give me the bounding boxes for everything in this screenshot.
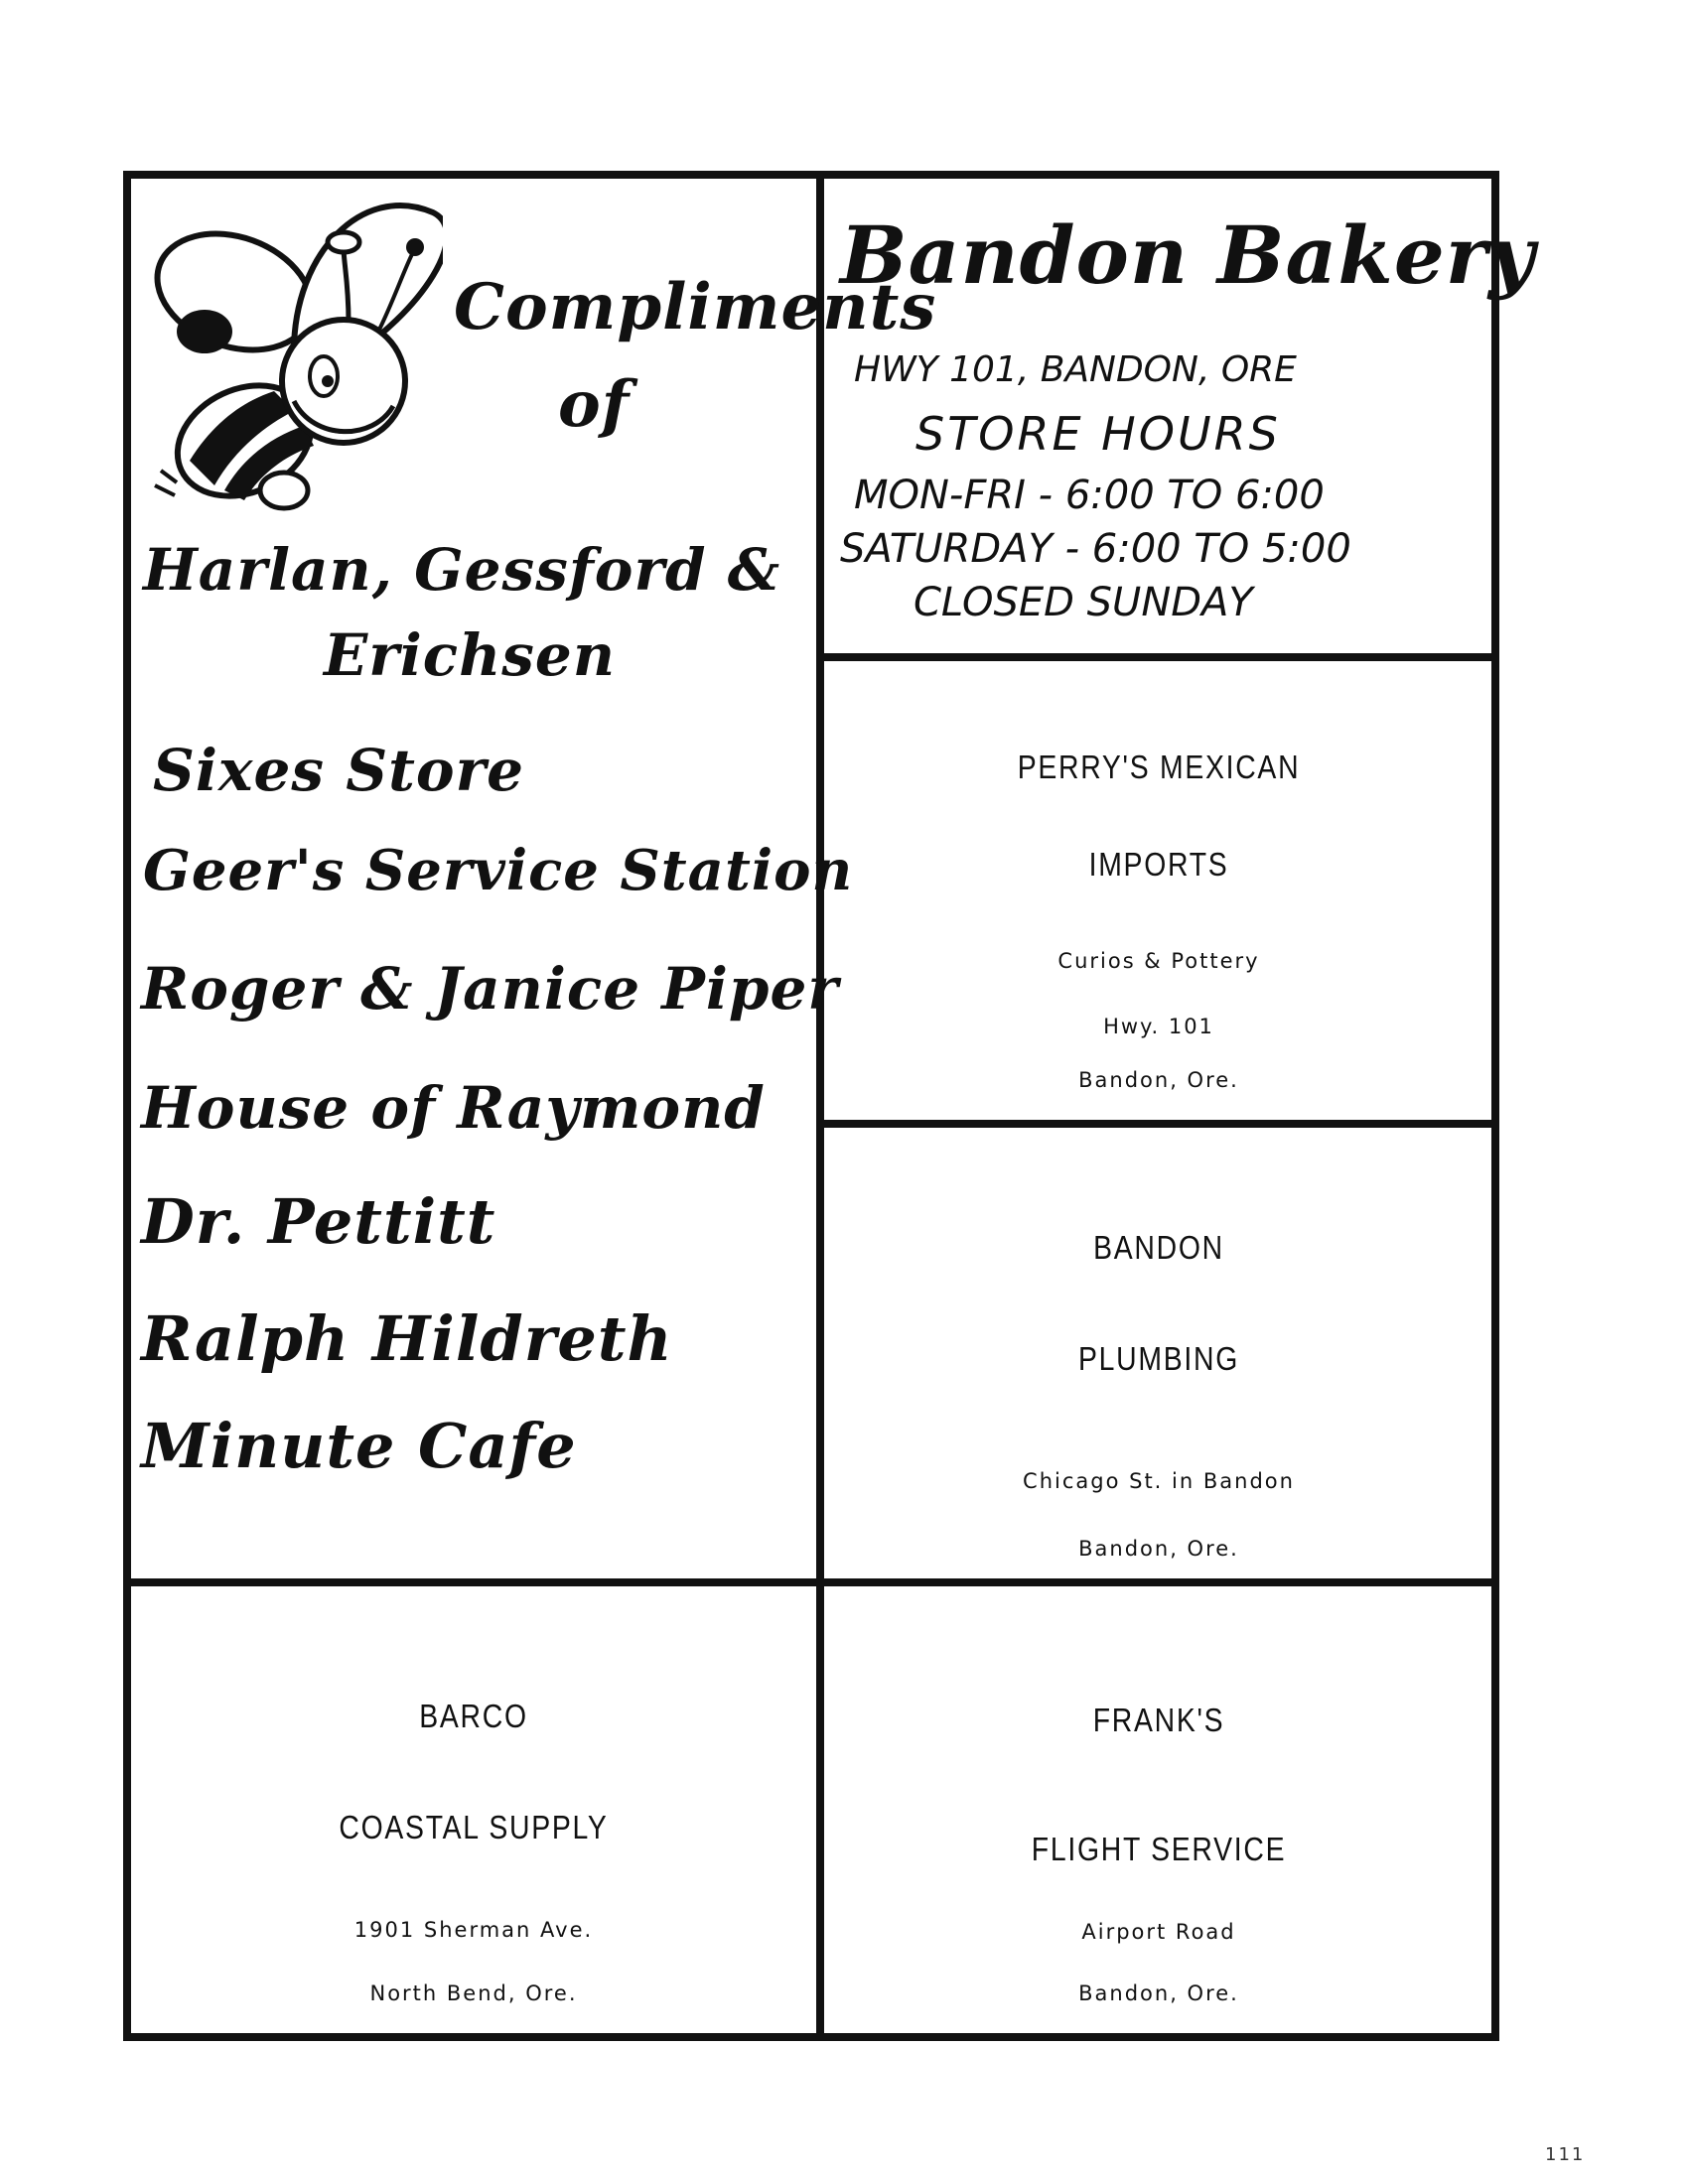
bee-mascot-icon: [145, 193, 443, 530]
compliments-of: of: [558, 367, 631, 442]
sponsor-name: Geer's Service Station: [143, 838, 854, 903]
plumbing-detail1: Chicago St. in Bandon: [1023, 1469, 1295, 1493]
bakery-hours-title: STORE HOURS: [915, 407, 1281, 461]
perrys-detail1: Curios & Pottery: [1057, 949, 1260, 973]
barco-coastal-supply-ad: [131, 1586, 816, 2033]
sponsor-name: Roger & Janice Piper: [141, 955, 839, 1023]
barco-line1: BARCO: [419, 1698, 528, 1734]
franks-flight-service-ad: [824, 1586, 1493, 2033]
bandon-bakery-ad: [824, 179, 1536, 653]
row-divider-right-3: [816, 1578, 1493, 1586]
sponsor-name: House of Raymond: [141, 1074, 766, 1142]
bakery-hours-saturday: SATURDAY - 6:00 TO 5:00: [840, 526, 1351, 572]
page-number: 111: [1545, 2144, 1586, 2165]
sponsor-name: Sixes Store: [153, 737, 525, 804]
sponsor-name: Minute Cafe: [141, 1410, 577, 1482]
row-divider-right-2: [816, 1120, 1493, 1128]
plumbing-detail2: Bandon, Ore.: [1078, 1537, 1239, 1561]
bakery-address: HWY 101, BANDON, ORE: [854, 349, 1297, 390]
franks-line1: FRANK'S: [1092, 1702, 1225, 1738]
barco-detail1: 1901 Sherman Ave.: [353, 1918, 594, 1942]
row-divider-left: [131, 1578, 820, 1586]
compliments-heading: Compliments: [454, 270, 937, 344]
perrys-line2: IMPORTS: [1088, 846, 1229, 883]
franks-detail1: Airport Road: [1081, 1920, 1236, 1944]
perrys-imports-ad: [824, 661, 1493, 1120]
franks-line2: FLIGHT SERVICE: [1031, 1831, 1287, 1867]
compliments-panel: [131, 179, 937, 1578]
franks-detail2: Bandon, Ore.: [1078, 1981, 1239, 2005]
sponsor-name: Erichsen: [324, 621, 617, 689]
row-divider-right-1: [816, 653, 1493, 661]
perrys-line1: PERRY'S MEXICAN: [1017, 749, 1301, 785]
column-divider: [816, 179, 824, 2033]
perrys-detail2: Hwy. 101: [1103, 1015, 1214, 1038]
sponsor-name: Harlan, Gessford &: [143, 536, 781, 604]
bandon-plumbing-ad: [824, 1128, 1493, 1578]
barco-detail2: North Bend, Ore.: [369, 1981, 578, 2005]
barco-line2: COASTAL SUPPLY: [339, 1809, 609, 1845]
bakery-title: Bandon Bakery: [840, 208, 1536, 302]
bakery-hours-sunday: CLOSED SUNDAY: [914, 580, 1253, 625]
plumbing-line2: PLUMBING: [1077, 1340, 1240, 1377]
plumbing-line1: BANDON: [1093, 1229, 1224, 1266]
sponsor-name: Ralph Hildreth: [141, 1302, 673, 1375]
bakery-hours-weekday: MON-FRI - 6:00 TO 6:00: [854, 473, 1325, 518]
ad-grid-frame: [123, 171, 1536, 2041]
perrys-detail3: Bandon, Ore.: [1078, 1068, 1239, 1092]
sponsor-name: Dr. Pettitt: [141, 1185, 496, 1258]
